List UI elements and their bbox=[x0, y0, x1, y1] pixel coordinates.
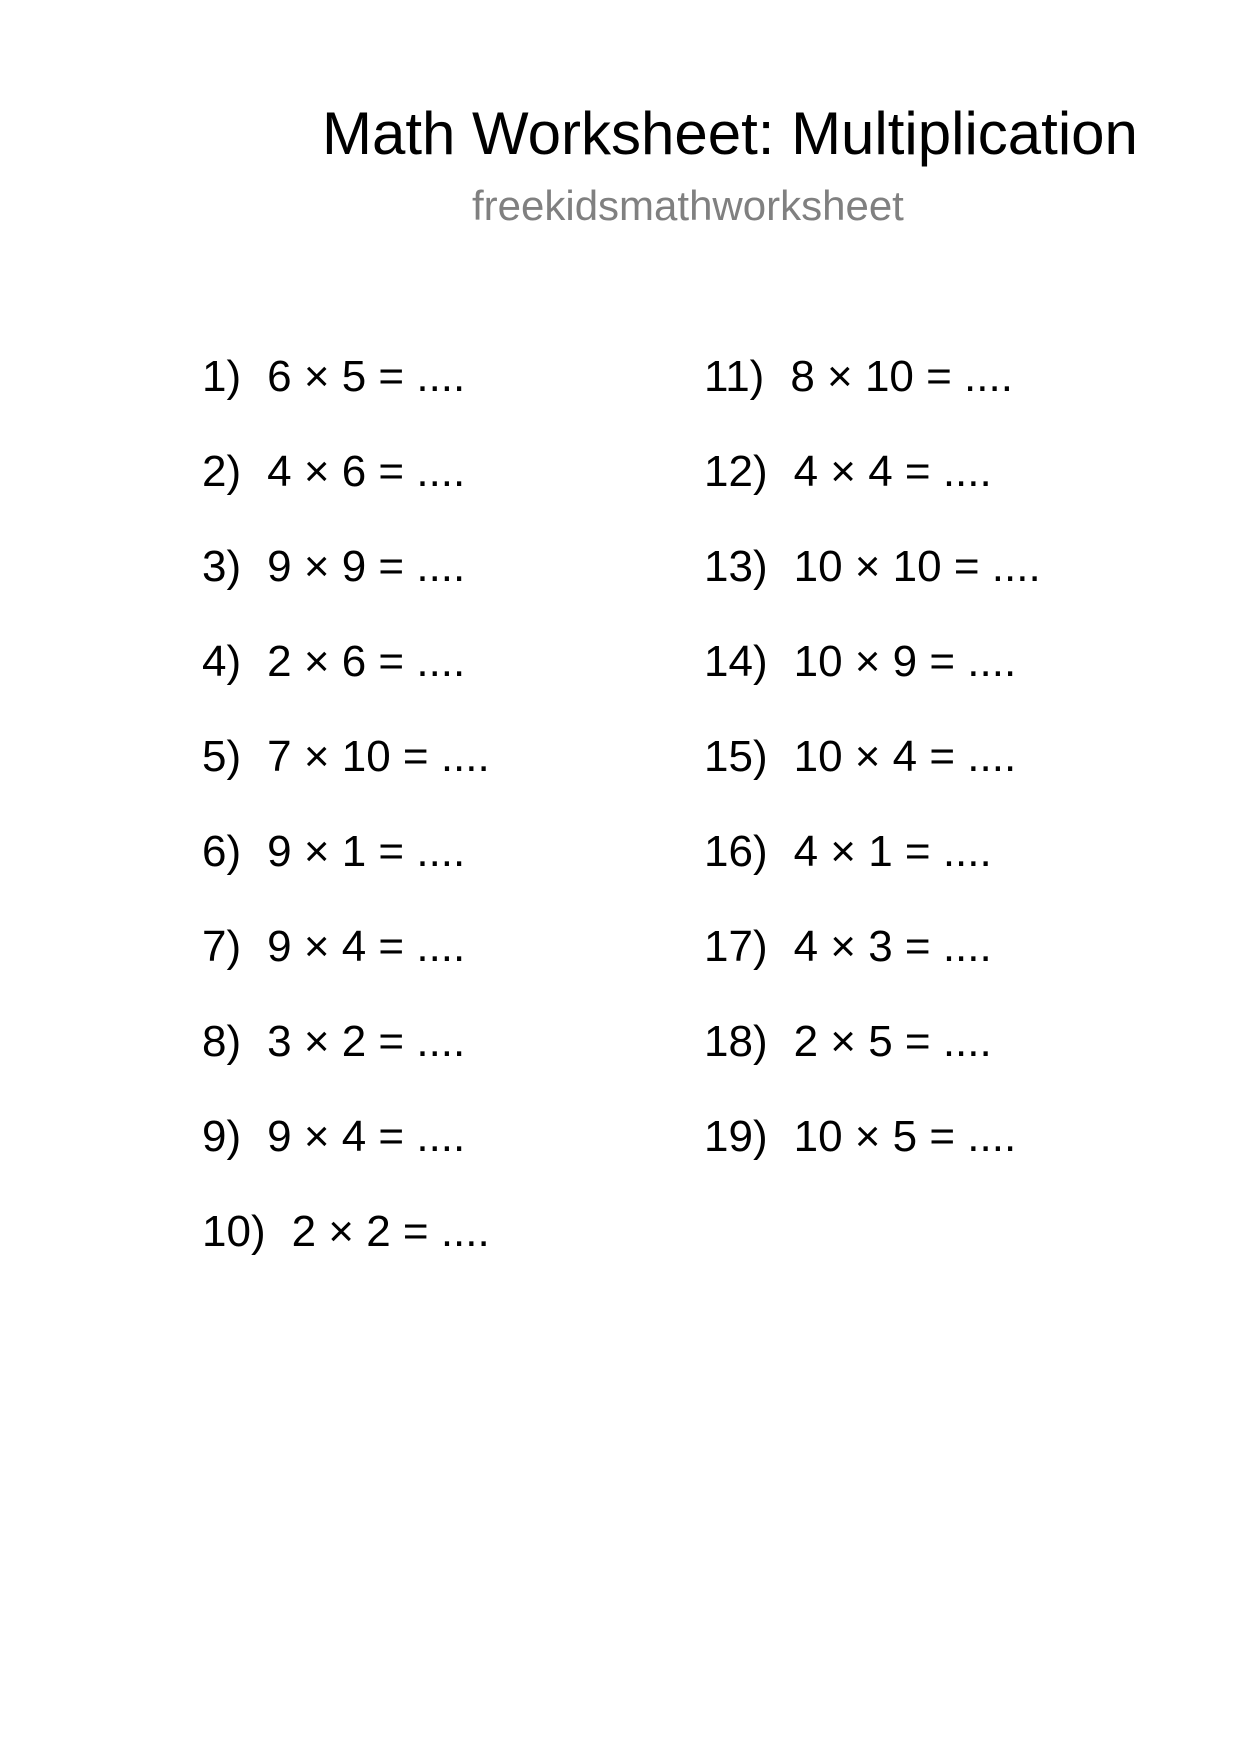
problem-number: 14) bbox=[704, 637, 768, 686]
problem-number: 17) bbox=[704, 922, 768, 971]
problem-number: 11) bbox=[704, 352, 765, 401]
problem-number: 19) bbox=[704, 1112, 768, 1161]
problem-number: 12) bbox=[704, 447, 768, 496]
problem-1 bbox=[202, 350, 490, 445]
problem-expression: 7 × 10 = .... bbox=[267, 732, 490, 781]
problem-16 bbox=[704, 825, 1041, 920]
problem-expression: 4 × 4 = .... bbox=[793, 447, 992, 496]
problem-9 bbox=[202, 1110, 490, 1205]
problem-number: 15) bbox=[704, 732, 768, 781]
problem-expression: 10 × 9 = .... bbox=[793, 637, 1017, 686]
worksheet-subtitle: freekidsmathworksheet bbox=[472, 182, 904, 229]
problem-expression: 9 × 9 = .... bbox=[267, 542, 466, 591]
problem-13 bbox=[704, 540, 1041, 635]
problem-number: 8) bbox=[202, 1017, 242, 1066]
problem-expression: 4 × 3 = .... bbox=[793, 922, 992, 971]
problem-17 bbox=[704, 920, 1041, 1015]
problem-number: 2) bbox=[202, 447, 242, 496]
problem-number: 6) bbox=[202, 827, 242, 876]
problem-8 bbox=[202, 1015, 490, 1110]
problem-18 bbox=[704, 1015, 1041, 1110]
problem-expression: 10 × 5 = .... bbox=[793, 1112, 1017, 1161]
problem-expression: 6 × 5 = .... bbox=[267, 352, 466, 401]
problem-number: 1) bbox=[202, 352, 242, 401]
problem-number: 3) bbox=[202, 542, 242, 591]
worksheet-title: Math Worksheet: Multiplication bbox=[322, 100, 1138, 167]
problem-column-right bbox=[704, 350, 1041, 1205]
problem-number: 13) bbox=[704, 542, 768, 591]
problem-number: 9) bbox=[202, 1112, 242, 1161]
problem-expression: 4 × 1 = .... bbox=[793, 827, 992, 876]
problem-12 bbox=[704, 445, 1041, 540]
problem-10 bbox=[202, 1205, 490, 1300]
problem-expression: 8 × 10 = .... bbox=[790, 352, 1013, 401]
problem-number: 18) bbox=[704, 1017, 768, 1066]
problem-expression: 9 × 4 = .... bbox=[267, 1112, 466, 1161]
problem-number: 5) bbox=[202, 732, 242, 781]
problem-15 bbox=[704, 730, 1041, 825]
problem-4 bbox=[202, 635, 490, 730]
problem-number: 7) bbox=[202, 922, 242, 971]
problem-expression: 10 × 4 = .... bbox=[793, 732, 1017, 781]
problem-expression: 2 × 5 = .... bbox=[793, 1017, 992, 1066]
problem-expression: 9 × 4 = .... bbox=[267, 922, 466, 971]
problem-5 bbox=[202, 730, 490, 825]
problem-expression: 3 × 2 = .... bbox=[267, 1017, 466, 1066]
problem-expression: 2 × 6 = .... bbox=[267, 637, 466, 686]
problem-6 bbox=[202, 825, 490, 920]
problem-column-left bbox=[202, 350, 490, 1300]
problem-2 bbox=[202, 445, 490, 540]
problem-number: 16) bbox=[704, 827, 768, 876]
problem-3 bbox=[202, 540, 490, 635]
problem-expression: 10 × 10 = .... bbox=[793, 542, 1041, 591]
problem-expression: 4 × 6 = .... bbox=[267, 447, 466, 496]
problem-number: 10) bbox=[202, 1207, 266, 1256]
problem-7 bbox=[202, 920, 490, 1015]
problem-11 bbox=[704, 350, 1041, 445]
problem-14 bbox=[704, 635, 1041, 730]
problem-expression: 2 × 2 = .... bbox=[291, 1207, 490, 1256]
problem-expression: 9 × 1 = .... bbox=[267, 827, 466, 876]
problem-number: 4) bbox=[202, 637, 242, 686]
problem-19 bbox=[704, 1110, 1041, 1205]
